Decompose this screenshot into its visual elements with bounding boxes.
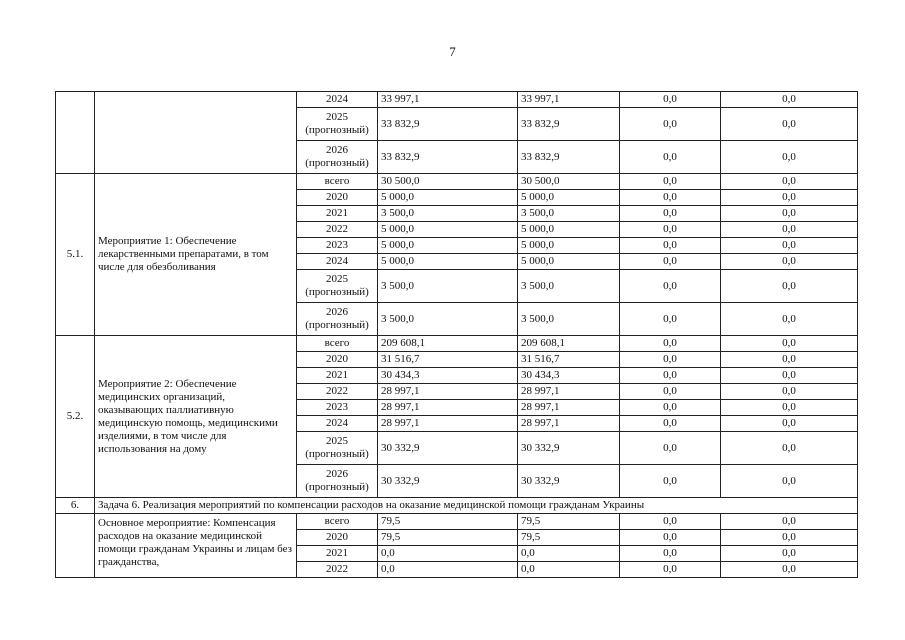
regional-budget-cell: 28 997,1 bbox=[518, 400, 620, 416]
regional-budget-cell: 28 997,1 bbox=[518, 384, 620, 400]
year-cell bbox=[297, 206, 378, 222]
federal-budget-cell: 0,0 bbox=[620, 465, 721, 498]
year-cell bbox=[297, 336, 378, 352]
federal-budget-cell: 0,0 bbox=[620, 254, 721, 270]
other-sources-cell: 0,0 bbox=[721, 562, 858, 578]
forecast-label: (прогнозный) bbox=[305, 157, 369, 169]
total-value-cell: 3 500,0 bbox=[378, 206, 518, 222]
total-value-cell: 209 608,1 bbox=[378, 336, 518, 352]
year-label: 2025 bbox=[326, 435, 348, 447]
other-sources-cell: 0,0 bbox=[721, 190, 858, 206]
total-value-cell: 30 500,0 bbox=[378, 174, 518, 190]
regional-budget-cell: 0,0 bbox=[518, 546, 620, 562]
federal-budget-cell: 0,0 bbox=[620, 546, 721, 562]
year-label: 2024 bbox=[326, 93, 348, 105]
total-value-cell: 5 000,0 bbox=[378, 238, 518, 254]
total-value-cell: 28 997,1 bbox=[378, 400, 518, 416]
other-sources-cell: 0,0 bbox=[721, 416, 858, 432]
federal-budget-cell: 0,0 bbox=[620, 108, 721, 141]
regional-budget-cell: 5 000,0 bbox=[518, 222, 620, 238]
year-label: 2020 bbox=[326, 531, 348, 543]
total-value-cell: 5 000,0 bbox=[378, 190, 518, 206]
other-sources-cell: 0,0 bbox=[721, 465, 858, 498]
total-value-cell: 79,5 bbox=[378, 514, 518, 530]
other-sources-cell: 0,0 bbox=[721, 222, 858, 238]
total-value-cell: 33 832,9 bbox=[378, 141, 518, 174]
federal-budget-cell: 0,0 bbox=[620, 222, 721, 238]
total-value-cell: 5 000,0 bbox=[378, 222, 518, 238]
other-sources-cell: 0,0 bbox=[721, 400, 858, 416]
federal-budget-cell: 0,0 bbox=[620, 432, 721, 465]
federal-budget-cell: 0,0 bbox=[620, 514, 721, 530]
year-cell bbox=[297, 368, 378, 384]
regional-budget-cell: 3 500,0 bbox=[518, 206, 620, 222]
total-value-cell: 31 516,7 bbox=[378, 352, 518, 368]
federal-budget-cell: 0,0 bbox=[620, 174, 721, 190]
year-cell bbox=[297, 416, 378, 432]
year-cell bbox=[297, 465, 378, 498]
total-value-cell: 79,5 bbox=[378, 530, 518, 546]
total-value-cell: 3 500,0 bbox=[378, 270, 518, 303]
regional-budget-cell: 5 000,0 bbox=[518, 254, 620, 270]
regional-budget-cell: 5 000,0 bbox=[518, 238, 620, 254]
year-cell bbox=[297, 384, 378, 400]
total-value-cell: 3 500,0 bbox=[378, 303, 518, 336]
year-cell bbox=[297, 352, 378, 368]
year-label: 2025 bbox=[326, 273, 348, 285]
year-cell bbox=[297, 141, 378, 174]
year-cell bbox=[297, 254, 378, 270]
year-label: 2026 bbox=[326, 144, 348, 156]
other-sources-cell: 0,0 bbox=[721, 514, 858, 530]
regional-budget-cell: 30 434,3 bbox=[518, 368, 620, 384]
item-name-cell: Мероприятие 2: Обеспечение медицинских организаций, оказывающих паллиативную медицинскую помощь, медицинскими изделиями, в том числе для использования на дому bbox=[95, 336, 297, 498]
federal-budget-cell: 0,0 bbox=[620, 368, 721, 384]
other-sources-cell: 0,0 bbox=[721, 270, 858, 303]
federal-budget-cell: 0,0 bbox=[620, 190, 721, 206]
year-cell bbox=[297, 400, 378, 416]
year-label: 2021 bbox=[326, 547, 348, 559]
regional-budget-cell: 0,0 bbox=[518, 562, 620, 578]
regional-budget-cell: 30 500,0 bbox=[518, 174, 620, 190]
item-name-cell bbox=[95, 92, 297, 174]
total-value-cell: 33 997,1 bbox=[378, 92, 518, 108]
federal-budget-cell: 0,0 bbox=[620, 92, 721, 108]
regional-budget-cell: 79,5 bbox=[518, 514, 620, 530]
other-sources-cell: 0,0 bbox=[721, 254, 858, 270]
regional-budget-cell: 33 832,9 bbox=[518, 108, 620, 141]
year-cell bbox=[297, 514, 378, 530]
other-sources-cell: 0,0 bbox=[721, 432, 858, 465]
year-label: 2020 bbox=[326, 191, 348, 203]
federal-budget-cell: 0,0 bbox=[620, 270, 721, 303]
regional-budget-cell: 3 500,0 bbox=[518, 270, 620, 303]
year-cell bbox=[297, 238, 378, 254]
year-label: 2022 bbox=[326, 385, 348, 397]
table-row bbox=[56, 514, 858, 530]
year-cell bbox=[297, 222, 378, 238]
year-label: 2020 bbox=[326, 353, 348, 365]
regional-budget-cell: 31 516,7 bbox=[518, 352, 620, 368]
regional-budget-cell: 30 332,9 bbox=[518, 432, 620, 465]
regional-budget-cell: 5 000,0 bbox=[518, 190, 620, 206]
task-title-cell: Задача 6. Реализация мероприятий по компенсации расходов на оказание медицинской помощи гражданам Украины bbox=[95, 498, 858, 514]
total-value-cell: 30 332,9 bbox=[378, 432, 518, 465]
year-cell bbox=[297, 190, 378, 206]
federal-budget-cell: 0,0 bbox=[620, 206, 721, 222]
year-cell bbox=[297, 174, 378, 190]
federal-budget-cell: 0,0 bbox=[620, 352, 721, 368]
budget-table-body bbox=[56, 92, 858, 578]
other-sources-cell: 0,0 bbox=[721, 238, 858, 254]
year-cell bbox=[297, 546, 378, 562]
item-name-cell: Основное мероприятие: Компенсация расходов на оказание медицинской помощи гражданам Украины и лицам без гражданства, bbox=[95, 514, 297, 578]
federal-budget-cell: 0,0 bbox=[620, 400, 721, 416]
total-value-cell: 30 434,3 bbox=[378, 368, 518, 384]
year-label: 2022 bbox=[326, 223, 348, 235]
year-label: 2021 bbox=[326, 207, 348, 219]
total-value-cell: 5 000,0 bbox=[378, 254, 518, 270]
item-number-cell bbox=[56, 92, 95, 174]
federal-budget-cell: 0,0 bbox=[620, 530, 721, 546]
total-value-cell: 0,0 bbox=[378, 546, 518, 562]
year-cell bbox=[297, 92, 378, 108]
regional-budget-cell: 33 997,1 bbox=[518, 92, 620, 108]
federal-budget-cell: 0,0 bbox=[620, 562, 721, 578]
year-cell bbox=[297, 108, 378, 141]
year-label: 2026 bbox=[326, 468, 348, 480]
forecast-label: (прогнозный) bbox=[305, 319, 369, 331]
year-label: всего bbox=[324, 515, 350, 527]
table-row bbox=[56, 336, 858, 352]
year-label: всего bbox=[324, 175, 350, 187]
total-value-cell: 28 997,1 bbox=[378, 416, 518, 432]
year-label: 2023 bbox=[326, 239, 348, 251]
federal-budget-cell: 0,0 bbox=[620, 141, 721, 174]
forecast-label: (прогнозный) bbox=[305, 286, 369, 298]
year-cell bbox=[297, 562, 378, 578]
budget-table bbox=[55, 91, 858, 578]
year-label: 2026 bbox=[326, 306, 348, 318]
year-cell bbox=[297, 432, 378, 465]
item-name-cell: Мероприятие 1: Обеспечение лекарственными препаратами, в том числе для обезболивания bbox=[95, 174, 297, 336]
year-label: 2021 bbox=[326, 369, 348, 381]
regional-budget-cell: 209 608,1 bbox=[518, 336, 620, 352]
table-row bbox=[56, 174, 858, 190]
total-value-cell: 0,0 bbox=[378, 562, 518, 578]
item-number-cell: 5.2. bbox=[56, 336, 95, 498]
federal-budget-cell: 0,0 bbox=[620, 416, 721, 432]
other-sources-cell: 0,0 bbox=[721, 352, 858, 368]
other-sources-cell: 0,0 bbox=[721, 303, 858, 336]
other-sources-cell: 0,0 bbox=[721, 546, 858, 562]
regional-budget-cell: 30 332,9 bbox=[518, 465, 620, 498]
other-sources-cell: 0,0 bbox=[721, 384, 858, 400]
item-number-cell bbox=[56, 514, 95, 578]
year-label: всего bbox=[324, 337, 350, 349]
other-sources-cell: 0,0 bbox=[721, 108, 858, 141]
total-value-cell: 28 997,1 bbox=[378, 384, 518, 400]
federal-budget-cell: 0,0 bbox=[620, 384, 721, 400]
other-sources-cell: 0,0 bbox=[721, 530, 858, 546]
other-sources-cell: 0,0 bbox=[721, 336, 858, 352]
task-number-cell: 6. bbox=[56, 498, 95, 514]
forecast-label: (прогнозный) bbox=[305, 124, 369, 136]
forecast-label: (прогнозный) bbox=[305, 448, 369, 460]
federal-budget-cell: 0,0 bbox=[620, 303, 721, 336]
regional-budget-cell: 79,5 bbox=[518, 530, 620, 546]
forecast-label: (прогнозный) bbox=[305, 481, 369, 493]
page-number: 7 bbox=[449, 44, 456, 59]
year-label: 2023 bbox=[326, 401, 348, 413]
other-sources-cell: 0,0 bbox=[721, 92, 858, 108]
other-sources-cell: 0,0 bbox=[721, 368, 858, 384]
year-label: 2024 bbox=[326, 255, 348, 267]
regional-budget-cell: 33 832,9 bbox=[518, 141, 620, 174]
year-cell bbox=[297, 303, 378, 336]
year-cell bbox=[297, 530, 378, 546]
year-label: 2024 bbox=[326, 417, 348, 429]
year-label: 2025 bbox=[326, 111, 348, 123]
total-value-cell: 30 332,9 bbox=[378, 465, 518, 498]
other-sources-cell: 0,0 bbox=[721, 206, 858, 222]
year-cell bbox=[297, 270, 378, 303]
task-row bbox=[56, 498, 858, 514]
federal-budget-cell: 0,0 bbox=[620, 238, 721, 254]
year-label: 2022 bbox=[326, 563, 348, 575]
table-row bbox=[56, 92, 858, 108]
other-sources-cell: 0,0 bbox=[721, 174, 858, 190]
item-number-cell: 5.1. bbox=[56, 174, 95, 336]
total-value-cell: 33 832,9 bbox=[378, 108, 518, 141]
other-sources-cell: 0,0 bbox=[721, 141, 858, 174]
regional-budget-cell: 3 500,0 bbox=[518, 303, 620, 336]
federal-budget-cell: 0,0 bbox=[620, 336, 721, 352]
regional-budget-cell: 28 997,1 bbox=[518, 416, 620, 432]
